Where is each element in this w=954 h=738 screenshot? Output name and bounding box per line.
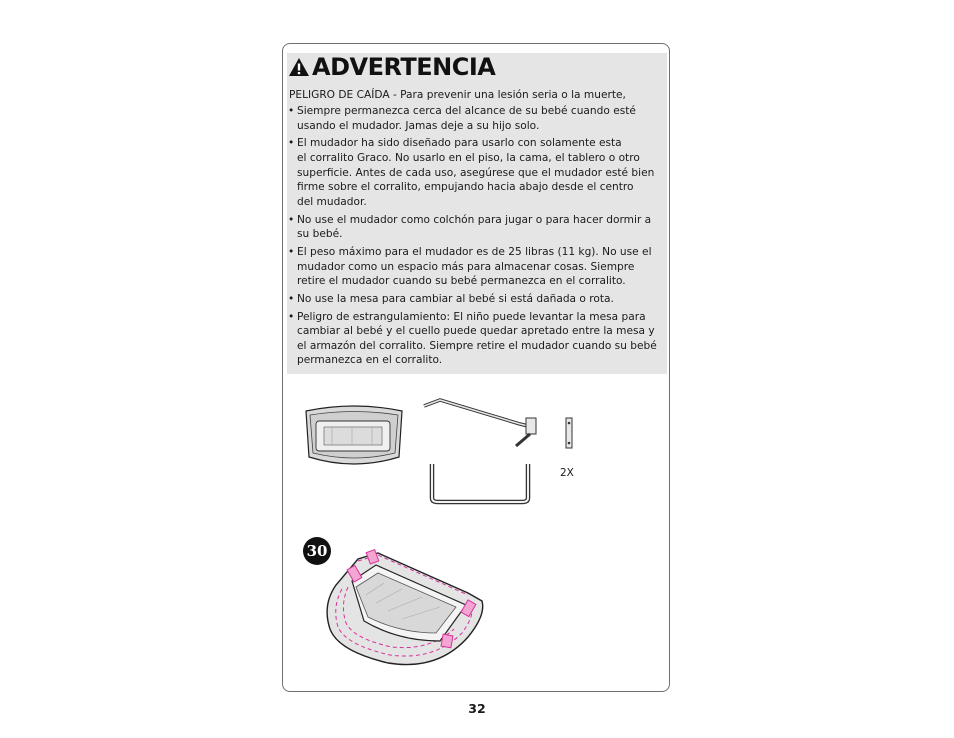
u-frame-illustration: [424, 460, 536, 506]
warning-bullet: • Peligro de estrangulamiento: El niño puede levantar la mesa para cambiar al bebé y el cuello puede quedar apretado entre la mesa y el armazón del corralito. Siempre retire el mudador cuando su bebé permanezca en el corralito.: [287, 310, 667, 368]
warning-intro: PELIGRO DE CAÍDA - Para prevenir una lesión seria o la muerte,: [289, 89, 626, 101]
warning-triangle-icon: [288, 57, 310, 77]
page-number: 32: [468, 701, 486, 716]
warning-bullet: • No use la mesa para cambiar al bebé si está dañada o rota.: [287, 292, 667, 307]
changing-pad-illustration: [302, 405, 406, 469]
assembled-changer-illustration: [318, 545, 496, 673]
frame-bar-illustration: [420, 392, 546, 450]
warning-bullet: • El peso máximo para el mudador es de 25 libras (11 kg). No use el mudador como un espacio más para almacenar cosas. Siempre retire el mudador cuando su bebé permanezca en el corralito.: [287, 245, 667, 289]
bracket-illustration: [562, 416, 576, 450]
warning-heading: [288, 52, 495, 82]
warning-list: [287, 104, 667, 371]
warning-bullet: • El mudador ha sido diseñado para usarlo con solamente esta el corralito Graco. No usarlo en el piso, la cama, el tablero o otro superficie. Antes de cada uso, asegúrese que el mudador esté bien firme sobre el corralito, empujando hacia abajo desde el centro del mudador.: [287, 136, 667, 209]
warning-bullet: • Siempre permanezca cerca del alcance de su bebé cuando esté usando el mudador. Jamas deje a su hijo solo.: [287, 104, 667, 133]
warning-title: ADVERTENCIA: [312, 53, 496, 81]
warning-bullet: • No use el mudador como colchón para jugar o para hacer dormir a su bebé.: [287, 213, 667, 242]
quantity-label: 2X: [560, 467, 574, 479]
step-number-badge: 30: [303, 537, 331, 565]
